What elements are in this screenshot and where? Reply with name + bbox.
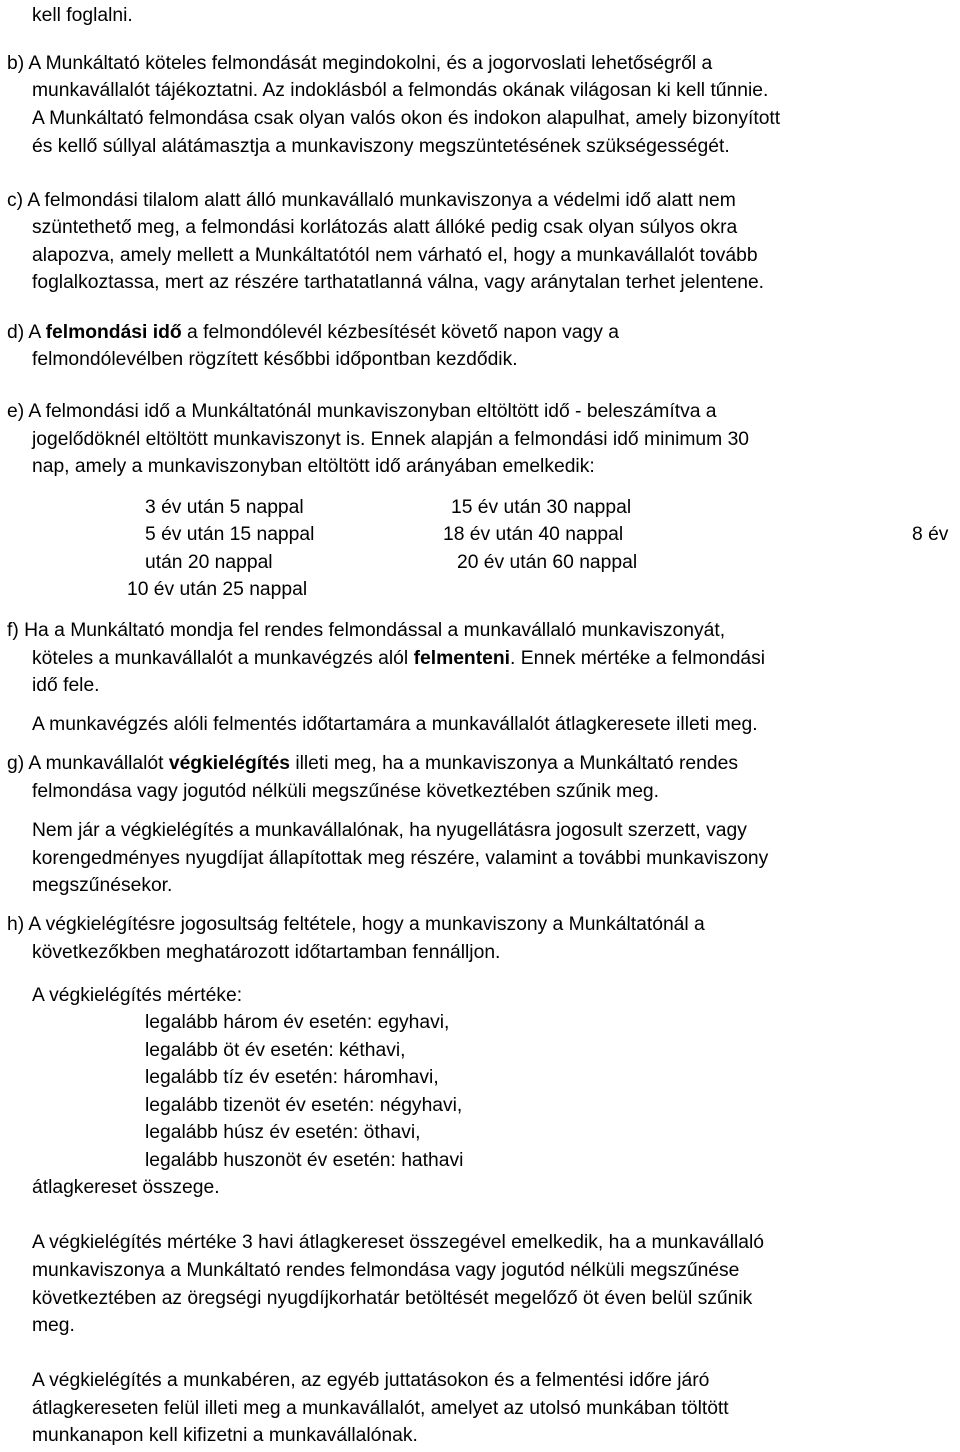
paragraph-h-line: A végkielégítés mértéke: [32, 985, 243, 1006]
paragraph-c-line: c) A felmondási tilalom alatt álló munkavállaló munkaviszonya a védelmi idő alatt nem [7, 190, 736, 211]
paragraph-c-line: alapozva, amely mellett a Munkáltatótól nem várható el, hogy a munkavállalót tovább [32, 245, 758, 266]
paragraph-line: A végkielégítés a munkabéren, az egyéb juttatásokon és a felmentési időre járó [32, 1370, 710, 1391]
paragraph-d-line [7, 319, 619, 346]
notice-period-item: 3 év után 5 nappal [145, 497, 304, 518]
notice-period-item: 10 év után 25 nappal [127, 579, 308, 600]
paragraph-line: A végkielégítés mértéke 3 havi átlagkereset összegével emelkedik, ha a munkavállaló [32, 1232, 765, 1253]
paragraph-e-line: e) A felmondási idő a Munkáltatónál munkaviszonyban eltöltött idő - beleszámítva a [7, 401, 717, 422]
paragraph-h-line: h) A végkielégítésre jogosultság feltétele, hogy a munkaviszony a Munkáltatónál a [7, 914, 705, 935]
severance-item: legalább öt év esetén: kéthavi, [145, 1040, 406, 1061]
text-span: a felmondólevél kézbesítését követő napon vagy a [181, 322, 619, 343]
paragraph-g-line: korengedményes nyugdíjat állapítottak meg részére, valamint a további munkaviszony [32, 848, 769, 869]
notice-period-item: 18 év után 40 nappal [443, 524, 624, 545]
paragraph-line: átlagkereseten felül illeti meg a munkavállalót, amelyet az utolsó munkában töltött [32, 1398, 729, 1419]
paragraph-line: munkaviszonya a Munkáltató rendes felmondása vagy jogutód nélküli megszűnése [32, 1260, 740, 1281]
notice-period-item: 5 év után 15 nappal [145, 524, 315, 545]
paragraph-c-line: szüntethető meg, a felmondási korlátozás alatt állóké pedig csak olyan súlyos okra [32, 217, 738, 238]
paragraph-b-line: és kellő súllyal alátámasztja a munkaviszony megszüntetésének szükségességét. [32, 136, 730, 157]
notice-period-item: után 20 nappal [145, 552, 273, 573]
paragraph-f-line: f) Ha a Munkáltató mondja fel rendes felmondással a munkavállaló munkaviszonyát, [7, 620, 726, 641]
paragraph-line: következtében az öregségi nyugdíjkorhatár betöltését megelőző öt éven belül szűnik [32, 1288, 753, 1309]
paragraph-e-line: nap, amely a munkaviszonyban eltöltött idő arányában emelkedik: [32, 456, 595, 477]
notice-period-item: 20 év után 60 nappal [457, 552, 638, 573]
severance-item: legalább tíz év esetén: háromhavi, [145, 1067, 439, 1088]
paragraph-b-line: A Munkáltató felmondása csak olyan valós okon és indokon alapulhat, amely bizonyított [32, 108, 781, 129]
text-line: kell foglalni. [32, 5, 133, 26]
text-span: köteles a munkavállalót a munkavégzés alól [32, 648, 414, 669]
paragraph-e-line: jogelődöknél eltöltött munkaviszonyt is. Ennek alapján a felmondási idő minimum 30 [32, 429, 750, 450]
paragraph-g-line: felmondása vagy jogutód nélküli megszűnése következtében szűnik meg. [32, 781, 660, 802]
text-span: . Ennek mértéke a felmondási [510, 648, 766, 669]
severance-item: legalább huszonöt év esetén: hathavi [145, 1150, 464, 1171]
notice-period-item: 8 év [912, 524, 949, 545]
paragraph-g-line: Nem jár a végkielégítés a munkavállalónak, ha nyugellátásra jogosult szerzett, vagy [32, 820, 747, 841]
severance-item: legalább három év esetén: egyhavi, [145, 1012, 450, 1033]
notice-period-item: 15 év után 30 nappal [451, 497, 632, 518]
text-span: illeti meg, ha a munkaviszonya a Munkáltató rendes [289, 753, 738, 774]
paragraph-f-line: A munkavégzés alóli felmentés időtartamára a munkavállalót átlagkeresete illeti meg. [32, 714, 758, 735]
paragraph-line: meg. [32, 1315, 75, 1336]
severance-tail: átlagkereset összege. [32, 1177, 220, 1198]
paragraph-g-line: megszűnésekor. [32, 875, 173, 896]
paragraph-g-line [7, 750, 738, 777]
paragraph-b-line: munkavállalót tájékoztatni. Az indoklásból a felmondás okának világosan ki kell tűnnie. [32, 80, 769, 101]
paragraph-h-line: következőkben meghatározott időtartamban fennálljon. [32, 942, 501, 963]
text-span: g) A munkavállalót [7, 753, 169, 774]
paragraph-line: munkanapon kell kifizetni a munkavállalónak. [32, 1425, 418, 1446]
paragraph-d-line: felmondólevélben rögzített későbbi időpontban kezdődik. [32, 349, 518, 370]
severance-item: legalább tizenöt év esetén: négyhavi, [145, 1095, 463, 1116]
paragraph-f-line: idő fele. [32, 675, 100, 696]
bold-term: felmondási idő [45, 322, 182, 343]
bold-term: felmenteni [413, 648, 510, 669]
text-span: d) A [7, 322, 46, 343]
severance-item: legalább húsz év esetén: öthavi, [145, 1122, 421, 1143]
paragraph-c-line: foglalkoztassa, mert az részére tarthatatlanná válna, vagy aránytalan terhet jelentene. [32, 272, 765, 293]
paragraph-b-line: b) A Munkáltató köteles felmondását megindokolni, és a jogorvoslati lehetőségről a [7, 53, 713, 74]
paragraph-f-line [32, 645, 765, 672]
bold-term: végkielégítés [168, 753, 290, 774]
